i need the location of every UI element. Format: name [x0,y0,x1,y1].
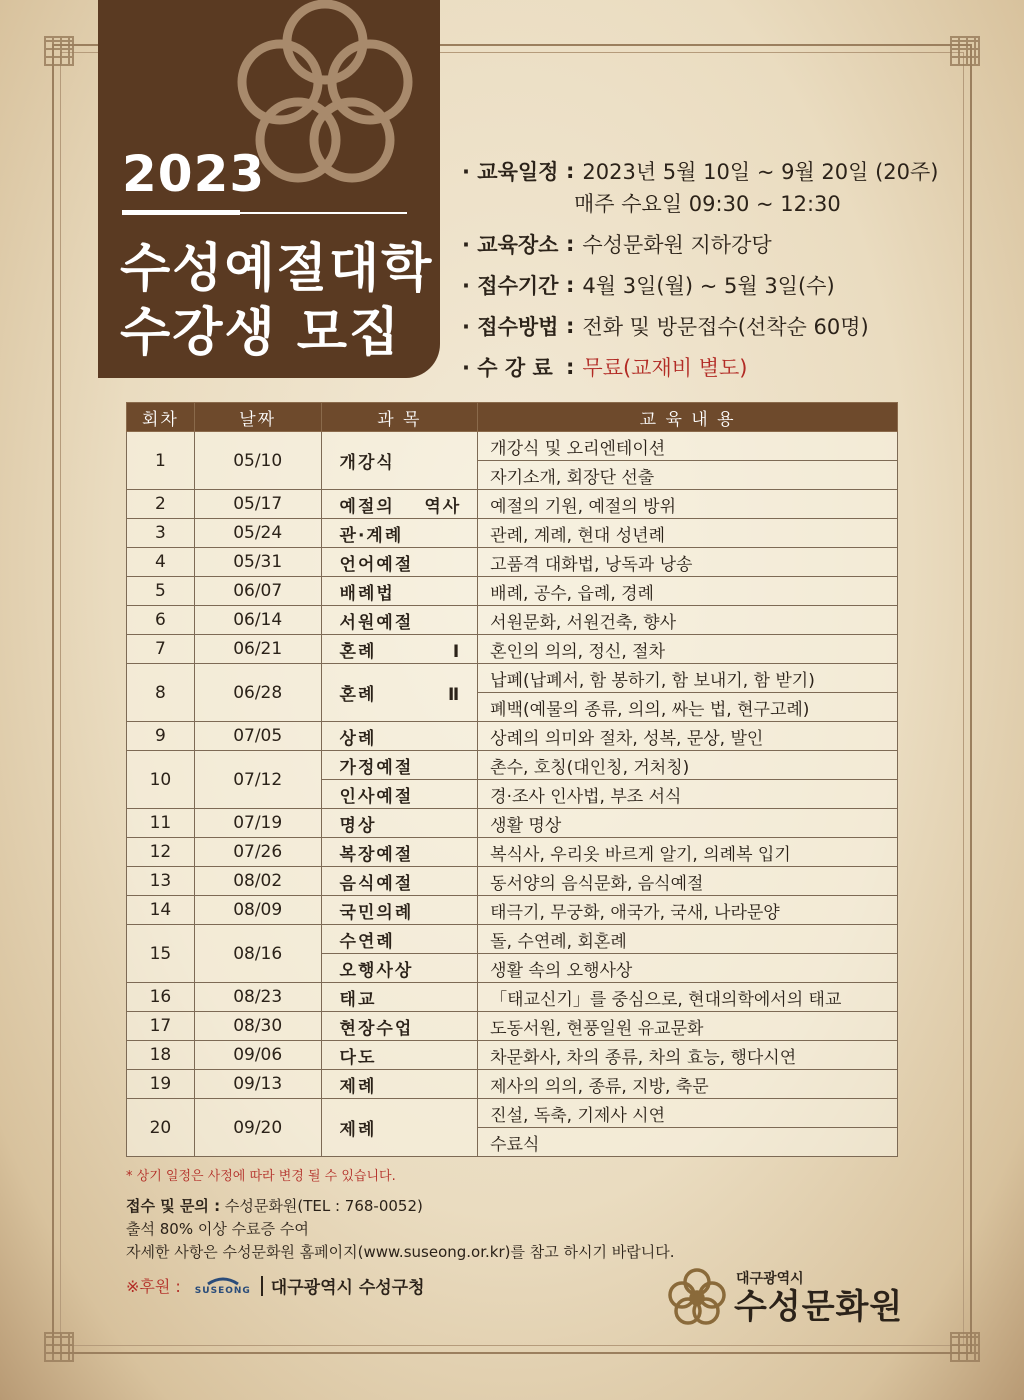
attendance-note: 출석 80% 이상 수료증 수여 [126,1220,309,1238]
session-date: 08/23 [194,983,321,1012]
contact-line [126,1195,674,1218]
session-subject: 인사예절 [321,780,478,809]
info-colon: : [566,231,575,256]
session-date: 07/12 [194,751,321,809]
poster-year: 2023 [122,145,266,203]
table-row [127,635,898,664]
session-number: 3 [127,519,195,548]
session-number: 10 [127,751,195,809]
session-number: 11 [127,809,195,838]
session-number: 16 [127,983,195,1012]
session-subject: 상례 [321,722,478,751]
suseong-logo [195,1276,251,1296]
session-content: 개강식 및 오리엔테이션 [478,432,898,461]
session-date: 07/05 [194,722,321,751]
session-content: 촌수, 호칭(대인칭, 거처칭) [478,751,898,780]
info-value: 수성문화원 지하강당 [582,232,772,257]
session-subject: 가정예절 [321,751,478,780]
table-row [127,896,898,925]
session-number: 2 [127,490,195,519]
session-content: 서원문화, 서원건축, 향사 [478,606,898,635]
schedule-table [126,402,898,1157]
session-content: 제사의 의의, 종류, 지방, 축문 [478,1070,898,1099]
info-value: 매주 수요일 09:30 ~ 12:30 [574,192,841,216]
info-period [462,264,939,305]
column-header-session: 회차 [127,403,195,432]
session-date: 09/06 [194,1041,321,1070]
org-city: 대구광역시 [736,1271,804,1287]
contact-value: 수성문화원(TEL : 768-0052) [224,1197,423,1215]
info-colon: : [566,158,575,183]
session-content: 혼인의 의의, 정신, 절차 [478,635,898,664]
sponsor-line [126,1273,425,1298]
corner-ornament-bottom-left [44,1332,74,1362]
table-row [127,519,898,548]
column-header-content: 교 육 내 용 [478,403,898,432]
session-subject: 혼례Ⅰ [321,635,478,664]
info-colon: : [566,313,575,338]
poster-title-line2: 수강생 모집 [120,303,402,363]
session-date: 08/30 [194,1012,321,1041]
session-subject: 국민의례 [321,896,478,925]
table-row [127,983,898,1012]
session-number: 7 [127,635,195,664]
contact-block [126,1195,674,1264]
homepage-note: 자세한 사항은 수성문화원 홈페이지(www.suseong.or.kr)를 참고 하시기 바랍니다. [126,1243,675,1261]
table-row [127,490,898,519]
session-subject: 복장예절 [321,838,478,867]
session-date: 06/21 [194,635,321,664]
session-date: 07/26 [194,838,321,867]
info-location [462,223,939,264]
session-subject: 언어예절 [321,548,478,577]
session-content: 돌, 수연례, 회혼례 [478,925,898,954]
session-date: 06/07 [194,577,321,606]
info-label: · 접수방법 [462,311,566,341]
session-number: 15 [127,925,195,983]
table-row [127,751,898,780]
session-content: 예절의 기원, 예절의 방위 [478,490,898,519]
session-date: 07/19 [194,809,321,838]
session-number: 13 [127,867,195,896]
table-row [127,867,898,896]
table-row [127,432,898,461]
corner-ornament-bottom-right [950,1332,980,1362]
info-method [462,305,939,346]
suseong-wave-icon [206,1276,240,1286]
table-body [127,432,898,1157]
session-number: 9 [127,722,195,751]
session-date: 05/10 [194,432,321,490]
session-content: 「태교신기」를 중심으로, 현대의학에서의 태교 [478,983,898,1012]
session-date: 09/20 [194,1099,321,1157]
session-number: 4 [127,548,195,577]
info-value: 4월 3일(월) ~ 5월 3일(수) [582,273,835,298]
table-row [127,1070,898,1099]
info-colon: : [566,354,575,379]
info-label: · 접수기간 [462,270,566,300]
suseong-logo-text: SUSEONG [194,1285,251,1296]
sponsor-separator [261,1276,263,1296]
table-row [127,1099,898,1128]
session-number: 17 [127,1012,195,1041]
session-content: 고품격 대화법, 낭독과 낭송 [478,548,898,577]
session-number: 19 [127,1070,195,1099]
table-row [127,548,898,577]
table-row [127,664,898,693]
session-content: 관례, 계례, 현대 성년례 [478,519,898,548]
org-flower-icon [668,1268,726,1326]
table-row [127,838,898,867]
schedule-note: * 상기 일정은 사정에 따라 변경 될 수 있습니다. [126,1169,396,1184]
info-value: 2023년 5월 10일 ~ 9월 20일 (20주) [582,159,939,184]
table-row [127,577,898,606]
info-schedule [462,150,939,191]
session-subject: 제례 [321,1099,478,1157]
session-content: 진설, 독축, 기제사 시연 [478,1099,898,1128]
session-content: 복식사, 우리옷 바르게 알기, 의례복 입기 [478,838,898,867]
session-number: 12 [127,838,195,867]
session-content: 수료식 [478,1128,898,1157]
session-date: 05/17 [194,490,321,519]
org-name: 수성문화원 [734,1287,904,1327]
session-subject: 예절의 역사 [321,490,478,519]
session-content: 도동서원, 현풍일원 유교문화 [478,1012,898,1041]
info-value: 전화 및 방문접수(선착순 60명) [582,314,869,339]
session-subject: 현장수업 [321,1012,478,1041]
session-content: 납폐(납폐서, 함 봉하기, 함 보내기, 함 받기) [478,664,898,693]
session-content: 자기소개, 회장단 선출 [478,461,898,490]
table-row [127,809,898,838]
session-content: 차문화사, 차의 종류, 차의 효능, 행다시연 [478,1041,898,1070]
info-value: 무료(교재비 별도) [582,355,748,380]
info-schedule-time [462,183,939,223]
info-label: · 교육일정 [462,156,566,186]
session-content: 폐백(예물의 종류, 의의, 싸는 법, 현구고례) [478,693,898,722]
session-subject: 배례법 [321,577,478,606]
info-label: · 교육장소 [462,229,566,259]
session-date: 06/14 [194,606,321,635]
info-label: · 수 강 료 [462,352,566,382]
info-colon: : [566,272,575,297]
session-subject: 태교 [321,983,478,1012]
session-number: 20 [127,1099,195,1157]
session-content: 동서양의 음식문화, 음식예절 [478,867,898,896]
session-content: 상례의 의미와 절차, 성복, 문상, 발인 [478,722,898,751]
sponsor-name: 대구광역시 수성구청 [270,1278,425,1298]
table-row [127,925,898,954]
session-subject: 개강식 [321,432,478,490]
corner-ornament-top-left [44,36,74,66]
session-date: 06/28 [194,664,321,722]
session-number: 14 [127,896,195,925]
session-subject: 다도 [321,1041,478,1070]
session-number: 18 [127,1041,195,1070]
session-date: 08/16 [194,925,321,983]
session-subject: 관·계례 [321,519,478,548]
column-header-date: 날짜 [194,403,321,432]
session-date: 05/31 [194,548,321,577]
session-date: 08/02 [194,867,321,896]
session-date: 08/09 [194,896,321,925]
session-subject: 서원예절 [321,606,478,635]
corner-ornament-top-right [950,36,980,66]
session-content: 태극기, 무궁화, 애국가, 국새, 나라문양 [478,896,898,925]
session-content: 배례, 공수, 읍례, 경례 [478,577,898,606]
org-logo [668,1268,903,1326]
session-number: 8 [127,664,195,722]
session-number: 1 [127,432,195,490]
table-header-row [127,403,898,432]
info-fee [462,346,939,387]
table-row [127,1041,898,1070]
table-row [127,1012,898,1041]
session-subject: 음식예절 [321,867,478,896]
info-list [462,150,939,387]
table-row [127,722,898,751]
session-content: 경·조사 인사법, 부조 서식 [478,780,898,809]
session-date: 09/13 [194,1070,321,1099]
session-number: 6 [127,606,195,635]
column-header-subject: 과 목 [321,403,478,432]
title-divider-accent [122,210,240,215]
session-subject: 명상 [321,809,478,838]
sponsor-label: ※후원 : [126,1277,181,1296]
session-subject: 오행사상 [321,954,478,983]
table-row [127,606,898,635]
session-subject: 수연례 [321,925,478,954]
session-subject: 혼례Ⅱ [321,664,478,722]
contact-label: 접수 및 문의 : [126,1197,221,1215]
poster-title-line1: 수성예절대학 [120,239,434,299]
session-date: 05/24 [194,519,321,548]
org-logo-text [734,1268,903,1326]
session-subject: 제례 [321,1070,478,1099]
session-content: 생활 명상 [478,809,898,838]
session-content: 생활 속의 오행사상 [478,954,898,983]
session-number: 5 [127,577,195,606]
